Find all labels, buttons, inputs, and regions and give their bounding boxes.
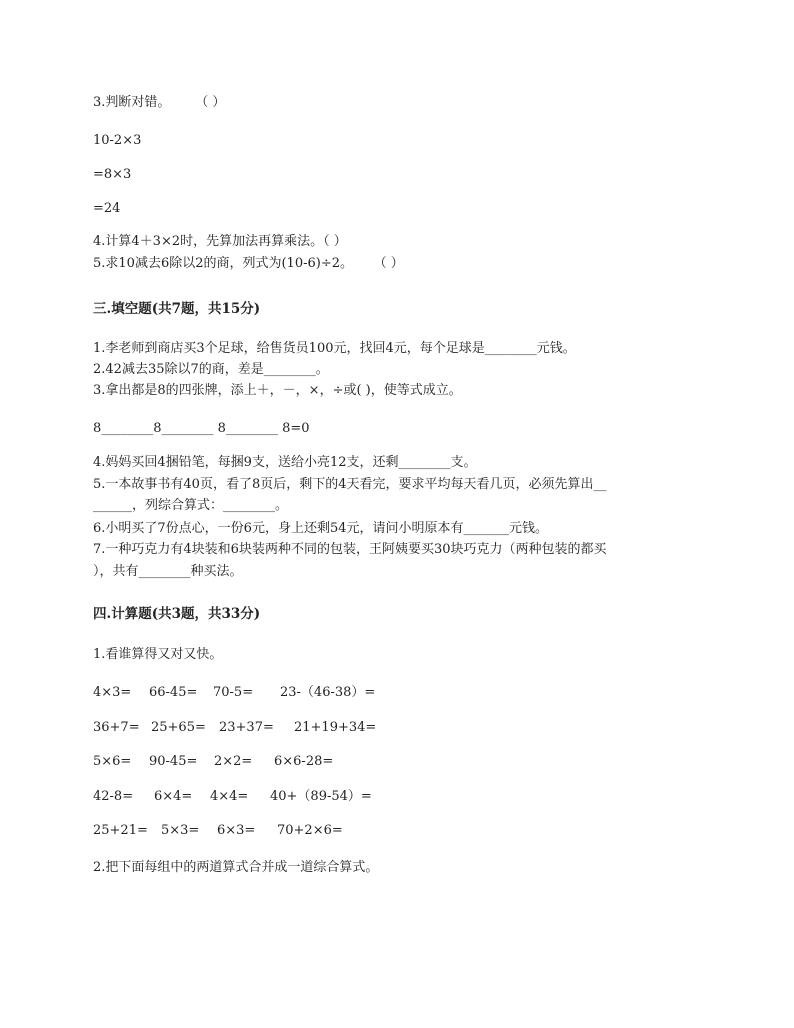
fill-q3: 3.拿出都是8的四张牌，添上＋，－，×，÷或( )，使等式成立。: [93, 383, 462, 398]
calc-item: 5×3=: [161, 823, 200, 838]
calc-item: 5×6=: [93, 754, 132, 769]
calc-q2: 2.把下面每组中的两道算式合并成一道综合算式。: [93, 860, 379, 875]
judge-q3-title: 3.判断对错。 （ ）: [93, 95, 226, 110]
calc-item: 4×3=: [93, 685, 132, 700]
calc-item: 70-5=: [213, 685, 254, 700]
fill-q1: 1.李老师到商店买3个足球，给售货员100元，找回4元，每个足球是________元钱。: [93, 341, 576, 356]
fill-q7-line2: ），共有________种买法。: [93, 564, 243, 579]
judge-q4: 4.计算4＋3×2时，先算加法再算乘法。（ ）: [93, 234, 347, 249]
calc-item: 6×6-28=: [274, 754, 334, 769]
calc-item: 6×4=: [154, 789, 193, 804]
calc-item: 25+65=: [151, 720, 206, 735]
calc-item: 70+2×6=: [277, 823, 343, 838]
fill-q4: 4.妈妈买回4捆铅笔，每捆9支，送给小亮12支，还剩________支。: [93, 455, 477, 470]
calc-row: [93, 788, 372, 806]
judge-q3-line3: =24: [93, 201, 121, 216]
fill-q2: 2.42减去35除以7的商，差是________。: [93, 362, 329, 377]
calc-item: 66-45=: [149, 685, 198, 700]
calc-row: [93, 753, 333, 771]
calc-item: 4×4=: [210, 789, 249, 804]
calc-row: [93, 822, 343, 840]
calc-item: 25+21=: [93, 823, 148, 838]
judge-q3-line2: =8×3: [93, 167, 132, 182]
calc-row: [93, 719, 376, 737]
fill-q5-line2: ______，列综合算式：________。: [93, 498, 289, 513]
fill-q7-line1: 7.一种巧克力有4块装和6块装两种不同的包装，王阿姨要买30块巧克力（两种包装的都买: [93, 542, 607, 557]
calc-item: 23+37=: [219, 720, 274, 735]
fill-q5-line1: 5.一本故事书有40页，看了8页后，剩下的4天看完，要求平均每天看几页，必须先算出__: [93, 477, 607, 492]
fill-q6: 6.小明买了7份点心，一份6元，身上还剩54元，请问小明原本有_______元钱。: [93, 521, 548, 536]
calc-item: 6×3=: [217, 823, 256, 838]
calc-item: 21+19+34=: [294, 720, 377, 735]
calc-item: 2×2=: [214, 754, 253, 769]
fill-heading: 三.填空题(共7题，共15分): [93, 301, 261, 317]
calc-item: 40+（89-54）=: [270, 789, 372, 804]
fill-q3-equation: 8________8________ 8________ 8=0: [93, 421, 310, 436]
calc-row: [93, 684, 375, 702]
calc-q1: 1.看谁算得又对又快。: [93, 647, 223, 662]
calc-item: 23-（46-38）=: [280, 685, 376, 700]
calc-heading: 四.计算题(共3题，共33分): [93, 606, 261, 622]
judge-q5: 5.求10减去6除以2的商，列式为(10-6)÷2。 （ ）: [93, 256, 404, 271]
judge-q3-line1: 10-2×3: [93, 133, 142, 148]
calc-item: 90-45=: [149, 754, 198, 769]
calc-item: 42-8=: [93, 789, 134, 804]
calc-item: 36+7=: [93, 720, 140, 735]
